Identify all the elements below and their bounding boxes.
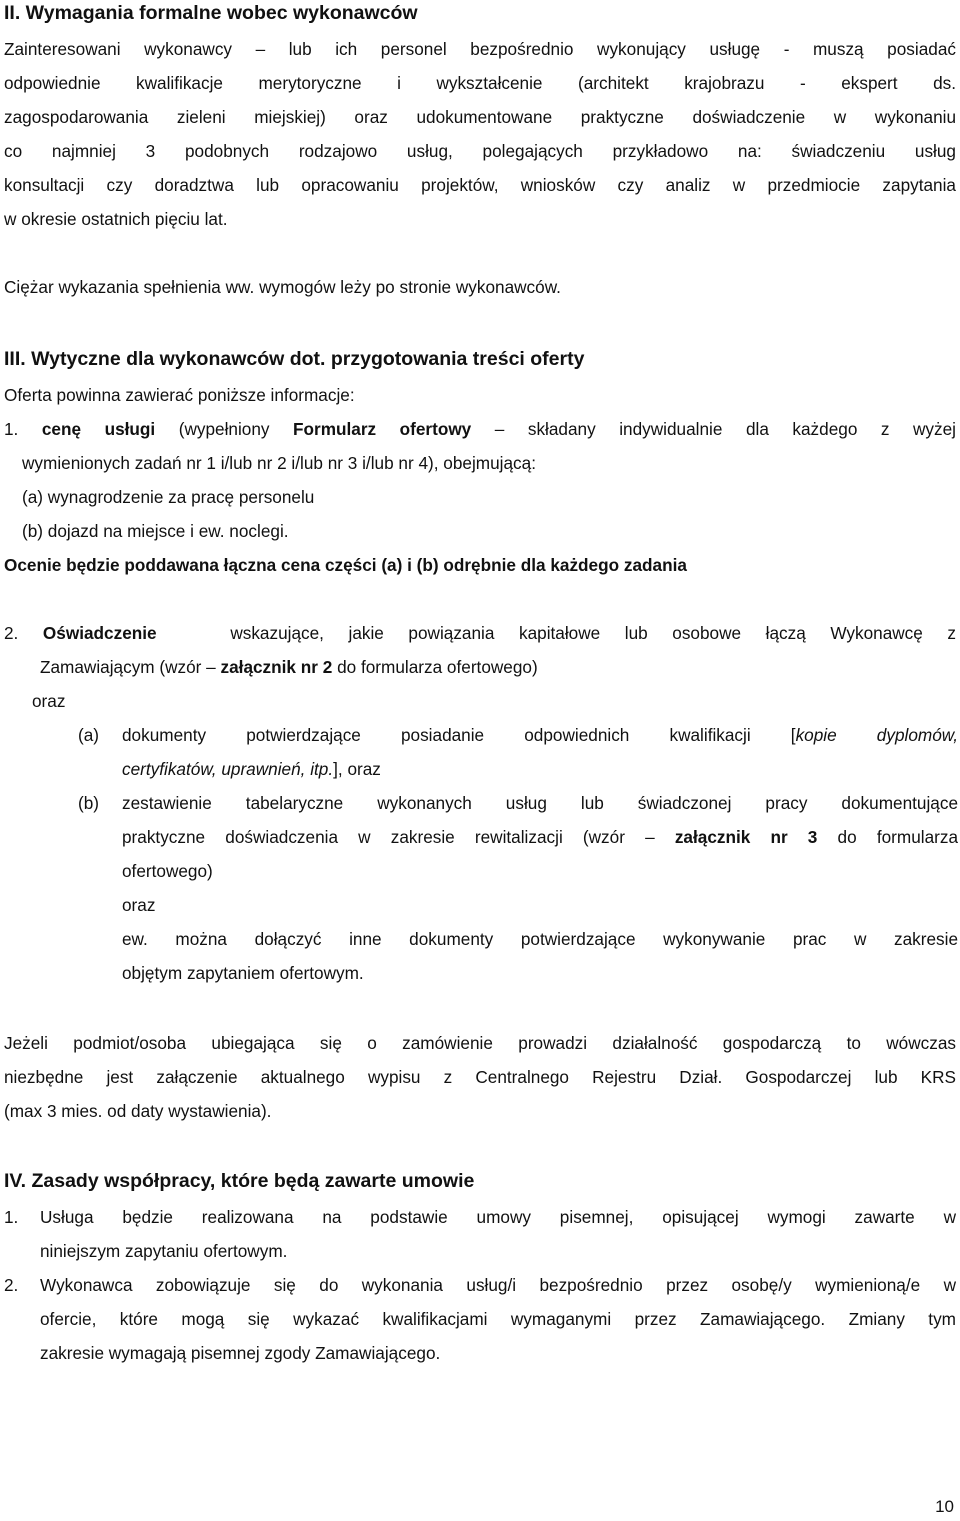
item-1-term: cenę usługi [41,419,156,439]
item-2-a-post: ], oraz [333,759,381,779]
item-2-b-pre: praktyczne doświadczenia w zakresie rewitalizacji (wzór – [122,827,655,847]
business-line: (max 3 mies. od daty wystawienia). [4,1101,272,1121]
item-2-a-text: dokumenty potwierdzające posiadanie odpowiednich kwalifikacji [ [122,725,796,745]
item-1-sub-a: (a) wynagrodzenie za pracę personelu [22,487,315,507]
item-2-b-line-1: zestawienie tabelaryczne wykonanych usług lub świadczonej pracy dokumentujące [122,793,958,813]
item-2-b-oraz: oraz [122,895,156,915]
section-2-heading: II. Wymagania formalne wobec wykonawców [4,2,418,24]
s4-item-2-line: ofercie, które mogą się wykazać kwalifikacjami wymaganymi przez Zamawiającego. Zmiany tym [40,1309,956,1329]
item-2-number: 2. [4,623,19,643]
item-2-line-2-post: do formularza ofertowego) [337,657,538,677]
page-number: 10 [935,1497,954,1516]
item-1-number: 1. [4,419,19,439]
item-1-line-1 [4,412,956,446]
item-2-a-label: (a) [78,725,100,745]
item-1-open: (wypełniony [178,419,270,439]
s4-item-2-line: zakresie wymagają pisemnej zgody Zamawiającego. [40,1343,441,1363]
item-1-note: Ocenie będzie poddawana łączna cena części (a) i (b) odrębnie dla każdego zadania [4,555,687,575]
item-2-ew-line-1: ew. można dołączyć inne dokumenty potwierdzające wykonywanie prac w zakresie [122,929,958,949]
section-2-line: konsultacji czy doradztwa lub opracowaniu projektów, wniosków czy analiz w przedmiocie zapytania [4,175,956,195]
s4-item-1-line: niniejszym zapytaniu ofertowym. [40,1241,288,1261]
section-2-line: odpowiednie kwalifikacje merytoryczne i wykształcenie (architekt krajobrazu - ekspert ds. [4,73,956,93]
section-2-line: co najmniej 3 podobnych rodzajowo usług, polegających przykładowo na: świadczeniu usług [4,141,956,161]
item-2-b-post: do formularza [837,827,958,847]
item-2-a-line-1 [122,718,958,752]
item-2-line-2 [40,650,956,684]
section-2-line: zagospodarowania zieleni miejskiej) oraz udokumentowane praktyczne doświadczenie w wykonaniu [4,107,956,127]
s4-item-2-number: 2. [4,1275,19,1295]
business-line: niezbędne jest załączenie aktualnego wypisu z Centralnego Rejestru Dział. Gospodarczej lub KRS [4,1067,956,1087]
item-1-sub-b: (b) dojazd na miejsce i ew. noclegi. [22,521,289,541]
item-2-b-line-2 [122,820,958,854]
s4-item-1-number: 1. [4,1207,19,1227]
section-3-heading: III. Wytyczne dla wykonawców dot. przygotowania treści oferty [4,348,585,370]
item-2-oraz: oraz [32,691,66,711]
form-name: Formularz ofertowy [293,419,472,439]
attachment-2: załącznik nr 2 [220,657,333,677]
item-1-rest: – składany indywidualnie dla każdego z wyżej [494,419,956,439]
item-2-b-label: (b) [78,793,100,813]
item-2-a-line-2 [122,752,958,786]
item-2-line-2-pre: Zamawiającym (wzór – [40,657,216,677]
section-4-heading: IV. Zasady współpracy, które będą zawarte umowie [4,1170,475,1192]
section-2-line: Zainteresowani wykonawcy – lub ich personel bezpośrednio wykonujący usługę - muszą posiadać [4,39,956,59]
item-2-a-italic-2: certyfikatów, uprawnień, itp. [122,759,334,779]
section-2-line: w okresie ostatnich pięciu lat. [4,209,228,229]
item-1-line-2: wymienionych zadań nr 1 i/lub nr 2 i/lub nr 3 i/lub nr 4), obejmującą: [22,453,536,473]
burden-sentence: Ciężar wykazania spełnienia ww. wymogów leży po stronie wykonawców. [4,277,561,297]
item-2-term: Oświadczenie [42,623,157,643]
item-2-ew-line-2: objętym zapytaniem ofertowym. [122,963,364,983]
item-2-a-italic: kopie dyplomów, [795,725,958,745]
attachment-3: załącznik nr 3 [674,827,818,847]
item-2-b-line-3: ofertowego) [122,861,213,881]
item-2-rest: wskazujące, jakie powiązania kapitałowe lub osobowe łączą Wykonawcę z [230,623,956,643]
item-2-line-1 [4,616,956,650]
business-line: Jeżeli podmiot/osoba ubiegająca się o zamówienie prowadzi działalność gospodarczą to wówczas [4,1033,956,1053]
section-3-intro: Oferta powinna zawierać poniższe informacje: [4,385,355,405]
s4-item-1-line: Usługa będzie realizowana na podstawie umowy pisemnej, opisującej wymogi zawarte w [40,1207,956,1227]
s4-item-2-line: Wykonawca zobowiązuje się do wykonania usług/i bezpośrednio przez osobę/y wymienioną/e w [40,1275,956,1295]
